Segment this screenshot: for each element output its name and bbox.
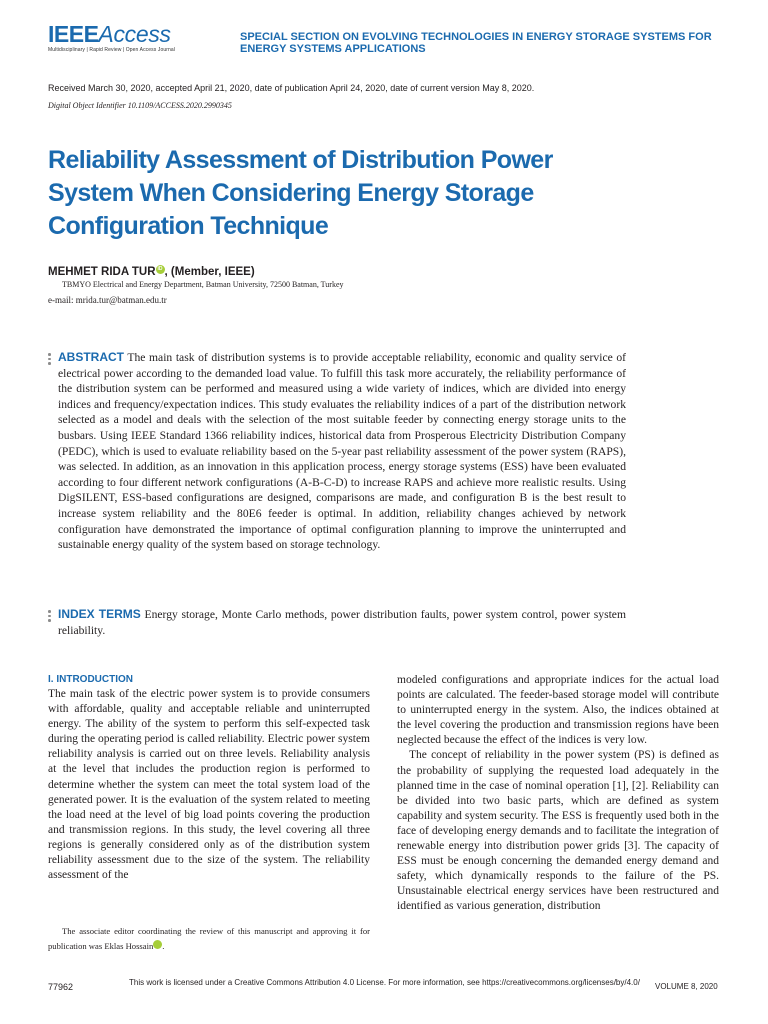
author-membership: , (Member, IEEE): [164, 265, 255, 278]
footnote-end: .: [162, 941, 165, 951]
abstract-dots-icon: [48, 353, 51, 367]
orcid-icon[interactable]: iD: [157, 266, 163, 272]
index-terms: [58, 607, 626, 638]
footnote: [48, 924, 370, 954]
index-terms-label: INDEX TERMS: [58, 607, 141, 621]
paper-title: Reliability Assessment of Distribution Power System When Considering Energy Storage Configuration Technique: [48, 146, 553, 240]
logo-text: IEEE: [48, 21, 99, 47]
abstract-text: The main task of distribution systems is to provide acceptable reliability, economic and quality service of electrical power according to the demanded load value. To fulfill this task more accurately, the reliability performance of the distribution system can be performed and measured using a wide variety of indices, which are divided into energy indices and frequency/expectation indices. This study evaluates the reliability indices of a part of the distribution network selected as a model and deals with the selection of the most suitable feeder by connecting energy storage units to the busbars. Using IEEE Standard 1366 reliability indices, historical data from Prosperous Electricity Distribution Company (PEDC), which is used to evaluate reliability based on the 5-year past reliability assessment of the power system (RAPS), was selected. In addition, as an innovation in this application process, energy storage systems (ESS) have been evaluated according to four different network configurations (A-B-C-D) to increase RAPS and achieve more realistic results. Using DigSILENT, ESS-based configurations are designed, comparisons are made, and configuration B is the best result to increase system reliability and the 80E6 feeder is optimal. In addition, reliability changes achieved by network configuration have demonstrated the importance of optimal configuration planning to improve the uninterrupted and sustainable energy quality of the system based on storage technology.: [58, 351, 626, 552]
page-number: 77962: [48, 982, 74, 992]
author-name: MEHMET RIDA TUR: [48, 265, 156, 278]
received-dates: Received March 30, 2020, accepted April 21, 2020, date of publication April 24, 2020, date of current version May 8, 2020.: [48, 83, 535, 93]
author-email: e-mail: mrida.tur@batman.edu.tr: [48, 295, 167, 305]
author-line: [48, 265, 255, 278]
abstract-label: ABSTRACT: [58, 350, 124, 364]
section-heading-introduction: I. INTRODUCTION: [48, 674, 133, 685]
volume-label: VOLUME 8, 2020: [655, 982, 718, 991]
index-terms-dots-icon: [48, 610, 51, 624]
editor-orcid-icon[interactable]: iD: [153, 940, 162, 949]
author-affiliation: TBMYO Electrical and Energy Department, Batman University, 72500 Batman, Turkey: [62, 280, 344, 289]
left-column: [48, 673, 370, 883]
special-section-title: SPECIAL SECTION ON EVOLVING TECHNOLOGIES IN ENERGY STORAGE SYSTEMS FOR ENERGY SYSTEMS APPLICATIONS: [240, 31, 712, 55]
right-column: [397, 673, 719, 915]
footnote-text: The associate editor coordinating the review of this manuscript and approving it for publication was Eklas Hossain: [48, 926, 370, 951]
logo-suffix: Access: [98, 21, 171, 47]
intro-paragraph-1: The main task of the electric power system is to provide consumers with affordable, quality and acceptable reliable and uninterrupted energy. The ability of the system to perform this self-expected task during the operating period is called reliability. Electric power system reliability analysis is carried out on three levels. Reliability analysis at the level that includes the production region is performed to determine whether the system can meet the total system load of the generated power. It is the evaluation of the system related to meeting the load need at the level of big load points covering the production and transmission regions. In this study, the level covering all three regions is generally considered only as of the distribution system reliability assessment due to the size of the system. The reliability assessment of the: [48, 688, 370, 882]
intro-paragraph-continued: modeled configurations and appropriate indices for the actual load points are calculated. The feeder-based storage model will contribute to uninterrupted energy in the system. Also, the indices obtained at the level covering the production and transmission regions have been neglected because the effect of the indices is very low.: [397, 674, 719, 747]
doi: Digital Object Identifier 10.1109/ACCESS.2020.2990345: [48, 101, 232, 110]
license-notice: This work is licensed under a Creative Commons Attribution 4.0 License. For more information, see https://creativecommons.org/licenses/by/4.0/: [129, 978, 640, 987]
logo-tagline: Multidisciplinary | Rapid Review | Open Access Journal: [48, 47, 175, 53]
journal-logo: [48, 22, 175, 53]
index-terms-text: Energy storage, Monte Carlo methods, power distribution faults, power system control, power system reliability.: [58, 608, 626, 637]
abstract: [58, 350, 626, 553]
intro-paragraph-2: The concept of reliability in the power system (PS) is defined as the probability of supplying the requested load adequately in the planned time in the case of nominal operation [1], [2]. Reliability can be divided into two basic parts, which are defined as system capability and system security. The ESS is frequently used both in the face of developing energy demands and to facilitate the integration of renewable energy into distribution power grids [3]. The capacity of ESS must be enough concerning the demanded energy demand and safety, which dynamically responds to the failure of the PS. Unsustainable electrical energy services have been restructured and identified as various generation, distribution: [397, 749, 719, 913]
